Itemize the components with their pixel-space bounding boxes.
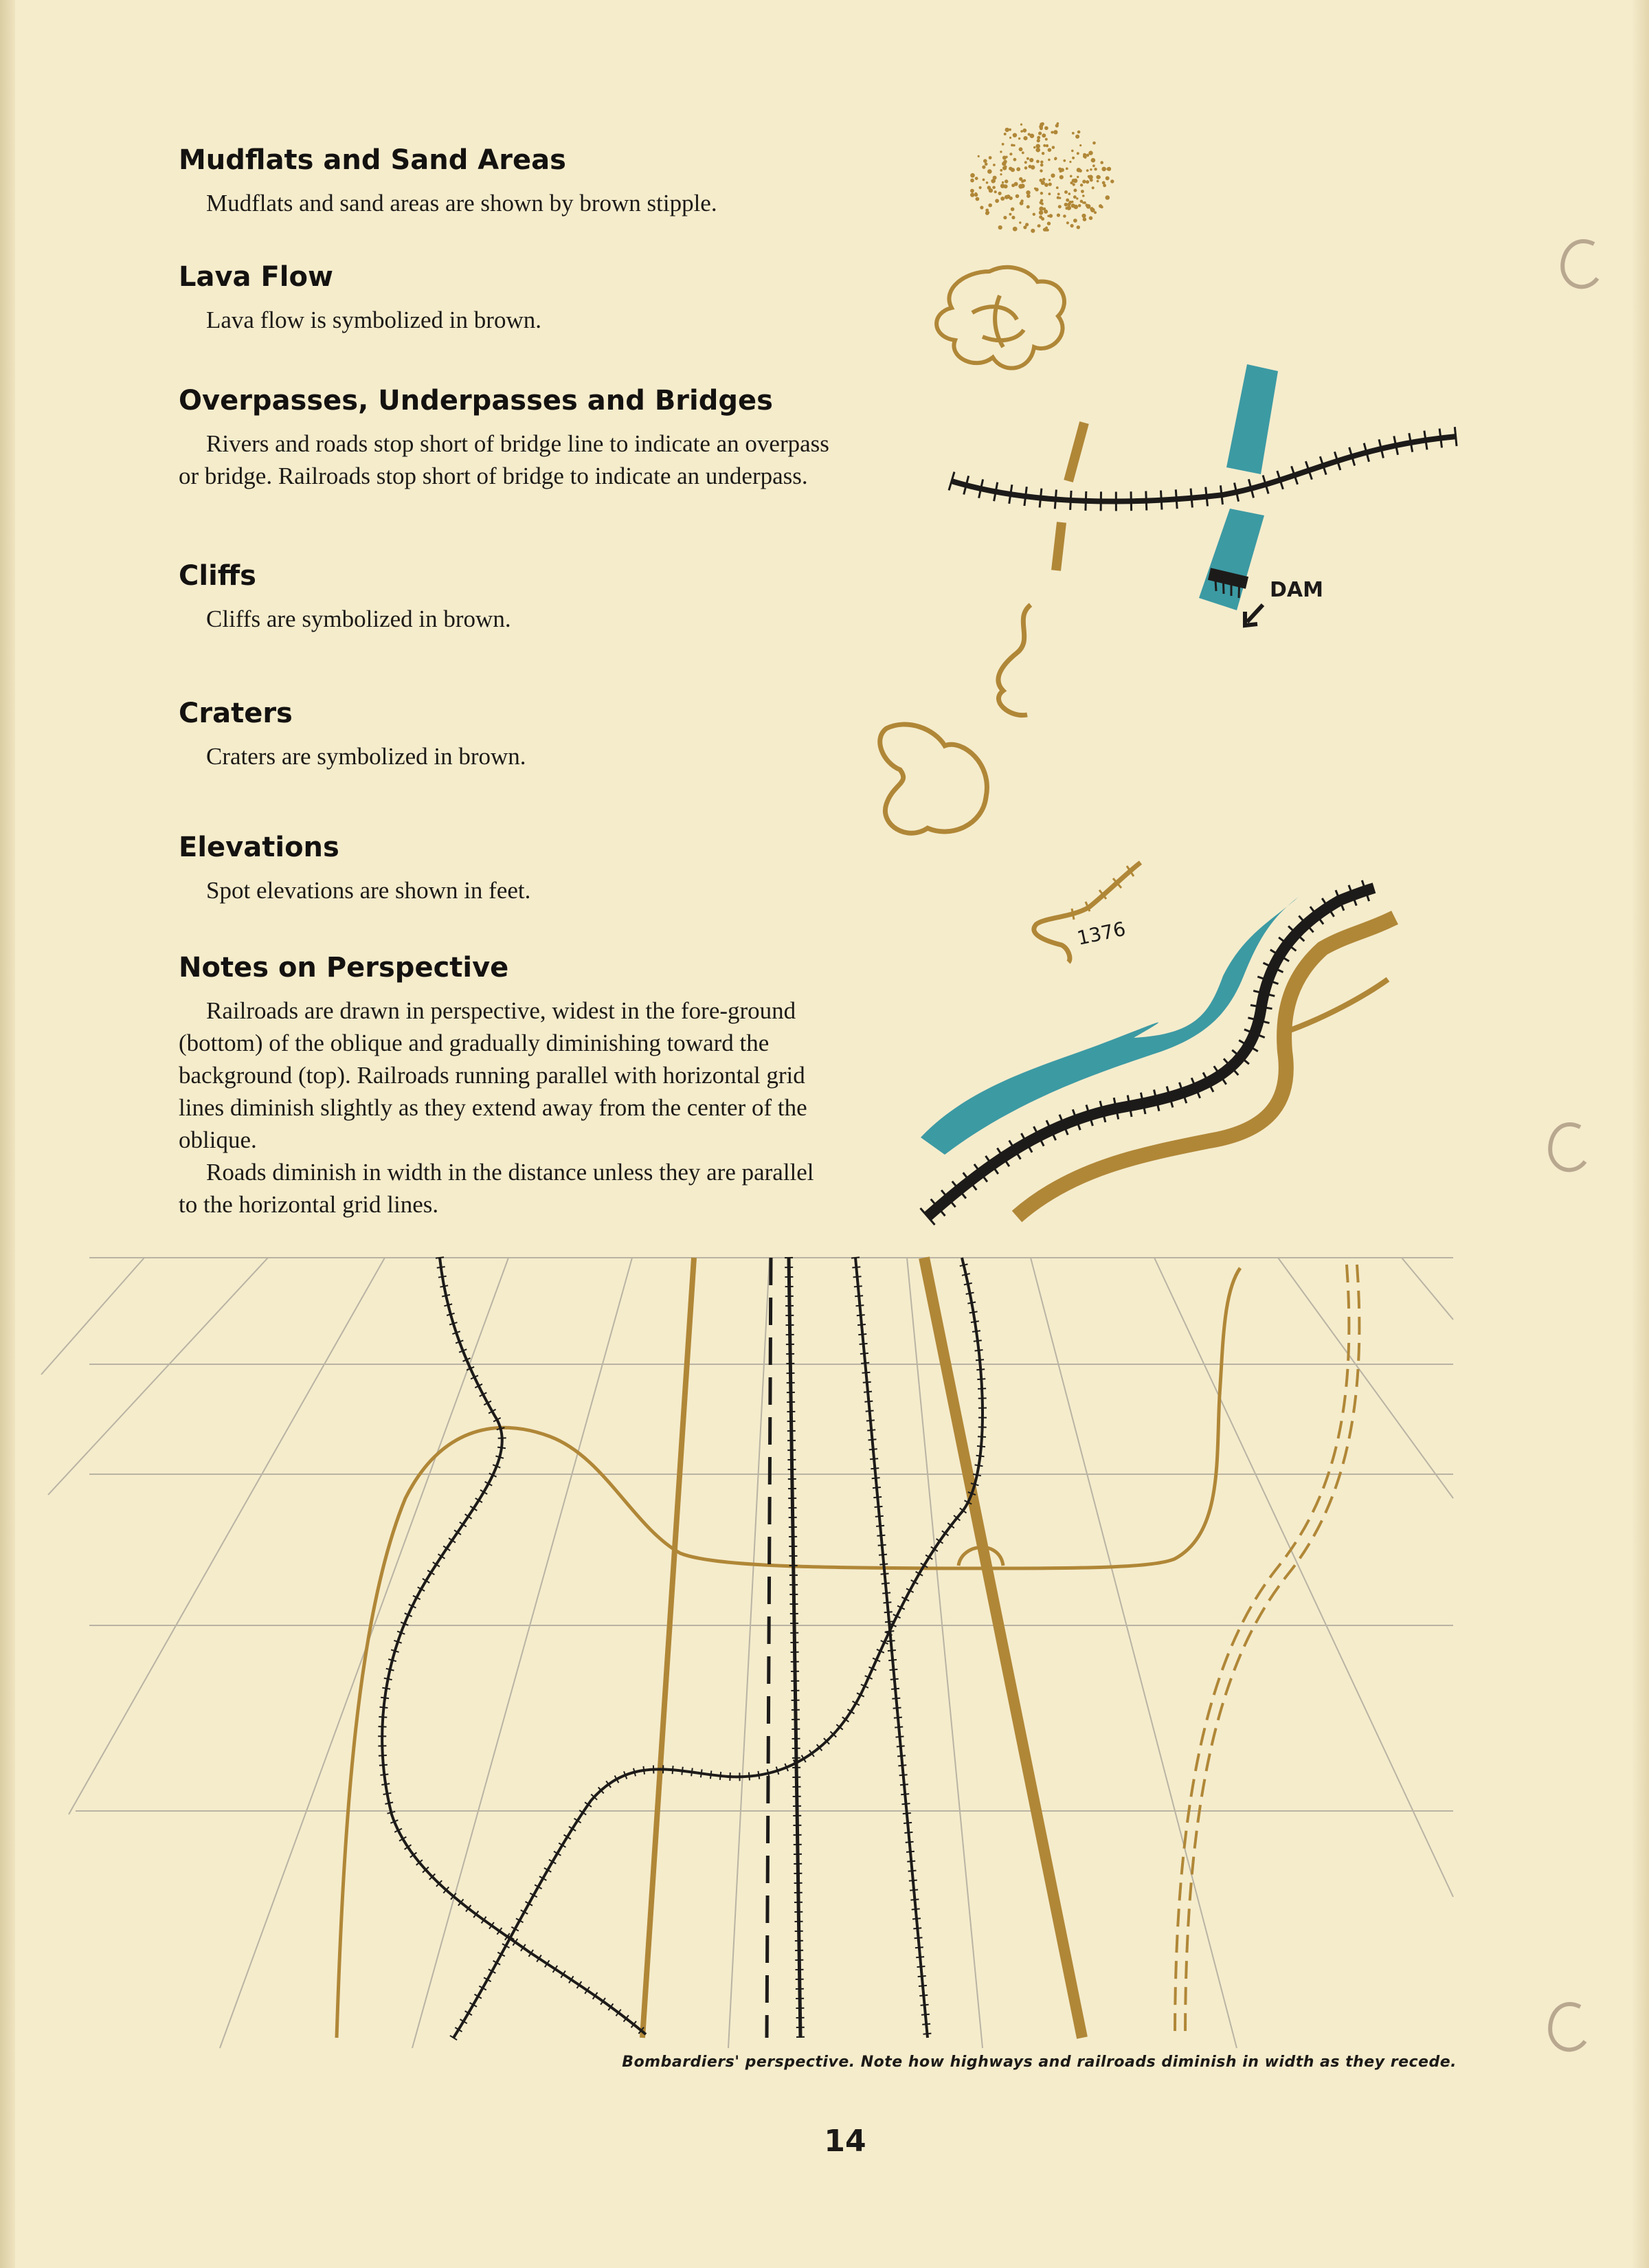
text-overpasses: Rivers and roads stop short of bridge line to indicate an overpass or bridge. Railroads stop short of bridge to indicate an underpass. — [179, 430, 829, 489]
page-number: 14 — [824, 2124, 866, 2159]
heading-craters: Craters — [179, 698, 293, 729]
elevation-icon — [1034, 863, 1141, 962]
text-perspective-2: Roads diminish in width in the distance unless they are parallel to the horizontal grid lines. — [179, 1159, 814, 1218]
perspective-grid — [41, 1258, 1453, 2048]
text-craters: Craters are symbolized in brown. — [206, 743, 526, 770]
text-lava-flow: Lava flow is symbolized in brown. — [206, 307, 541, 333]
heading-mudflats: Mudflats and Sand Areas — [179, 144, 566, 176]
heading-cliffs: Cliffs — [179, 560, 256, 592]
heading-perspective: Notes on Perspective — [179, 952, 509, 983]
figure-caption: Bombardiers' perspective. Note how highways and railroads diminish in width as they recede. — [622, 2054, 1457, 2071]
lava-flow-icon — [936, 267, 1064, 368]
binder-ring-icons — [1550, 241, 1597, 2049]
crater-icon — [880, 724, 987, 833]
mudflat-stipple-icon — [970, 122, 1114, 233]
heading-lava-flow: Lava Flow — [179, 261, 333, 293]
cliff-icon — [998, 605, 1031, 715]
text-mudflats: Mudflats and sand areas are shown by brown stipple. — [206, 190, 717, 216]
text-perspective-1: Railroads are drawn in perspective, widest in the fore-ground (bottom) of the oblique and gradually diminishing toward the background (top). Railroads running parallel with horizontal grid lines diminish slightly as they extend away from the center of the oblique. — [179, 997, 807, 1153]
dam-label: DAM — [1270, 578, 1323, 602]
heading-overpasses: Overpasses, Underpasses and Bridges — [179, 385, 773, 416]
text-elevations: Spot elevations are shown in feet. — [206, 877, 531, 904]
heading-elevations: Elevations — [179, 832, 339, 863]
perspective-sample-icon — [921, 880, 1395, 1225]
overpass-bridge-icon — [949, 364, 1457, 625]
perspective-roads — [337, 1257, 1359, 2040]
text-cliffs: Cliffs are symbolized in brown. — [206, 605, 511, 632]
spot-elevation-label: 1376 — [1075, 917, 1128, 950]
